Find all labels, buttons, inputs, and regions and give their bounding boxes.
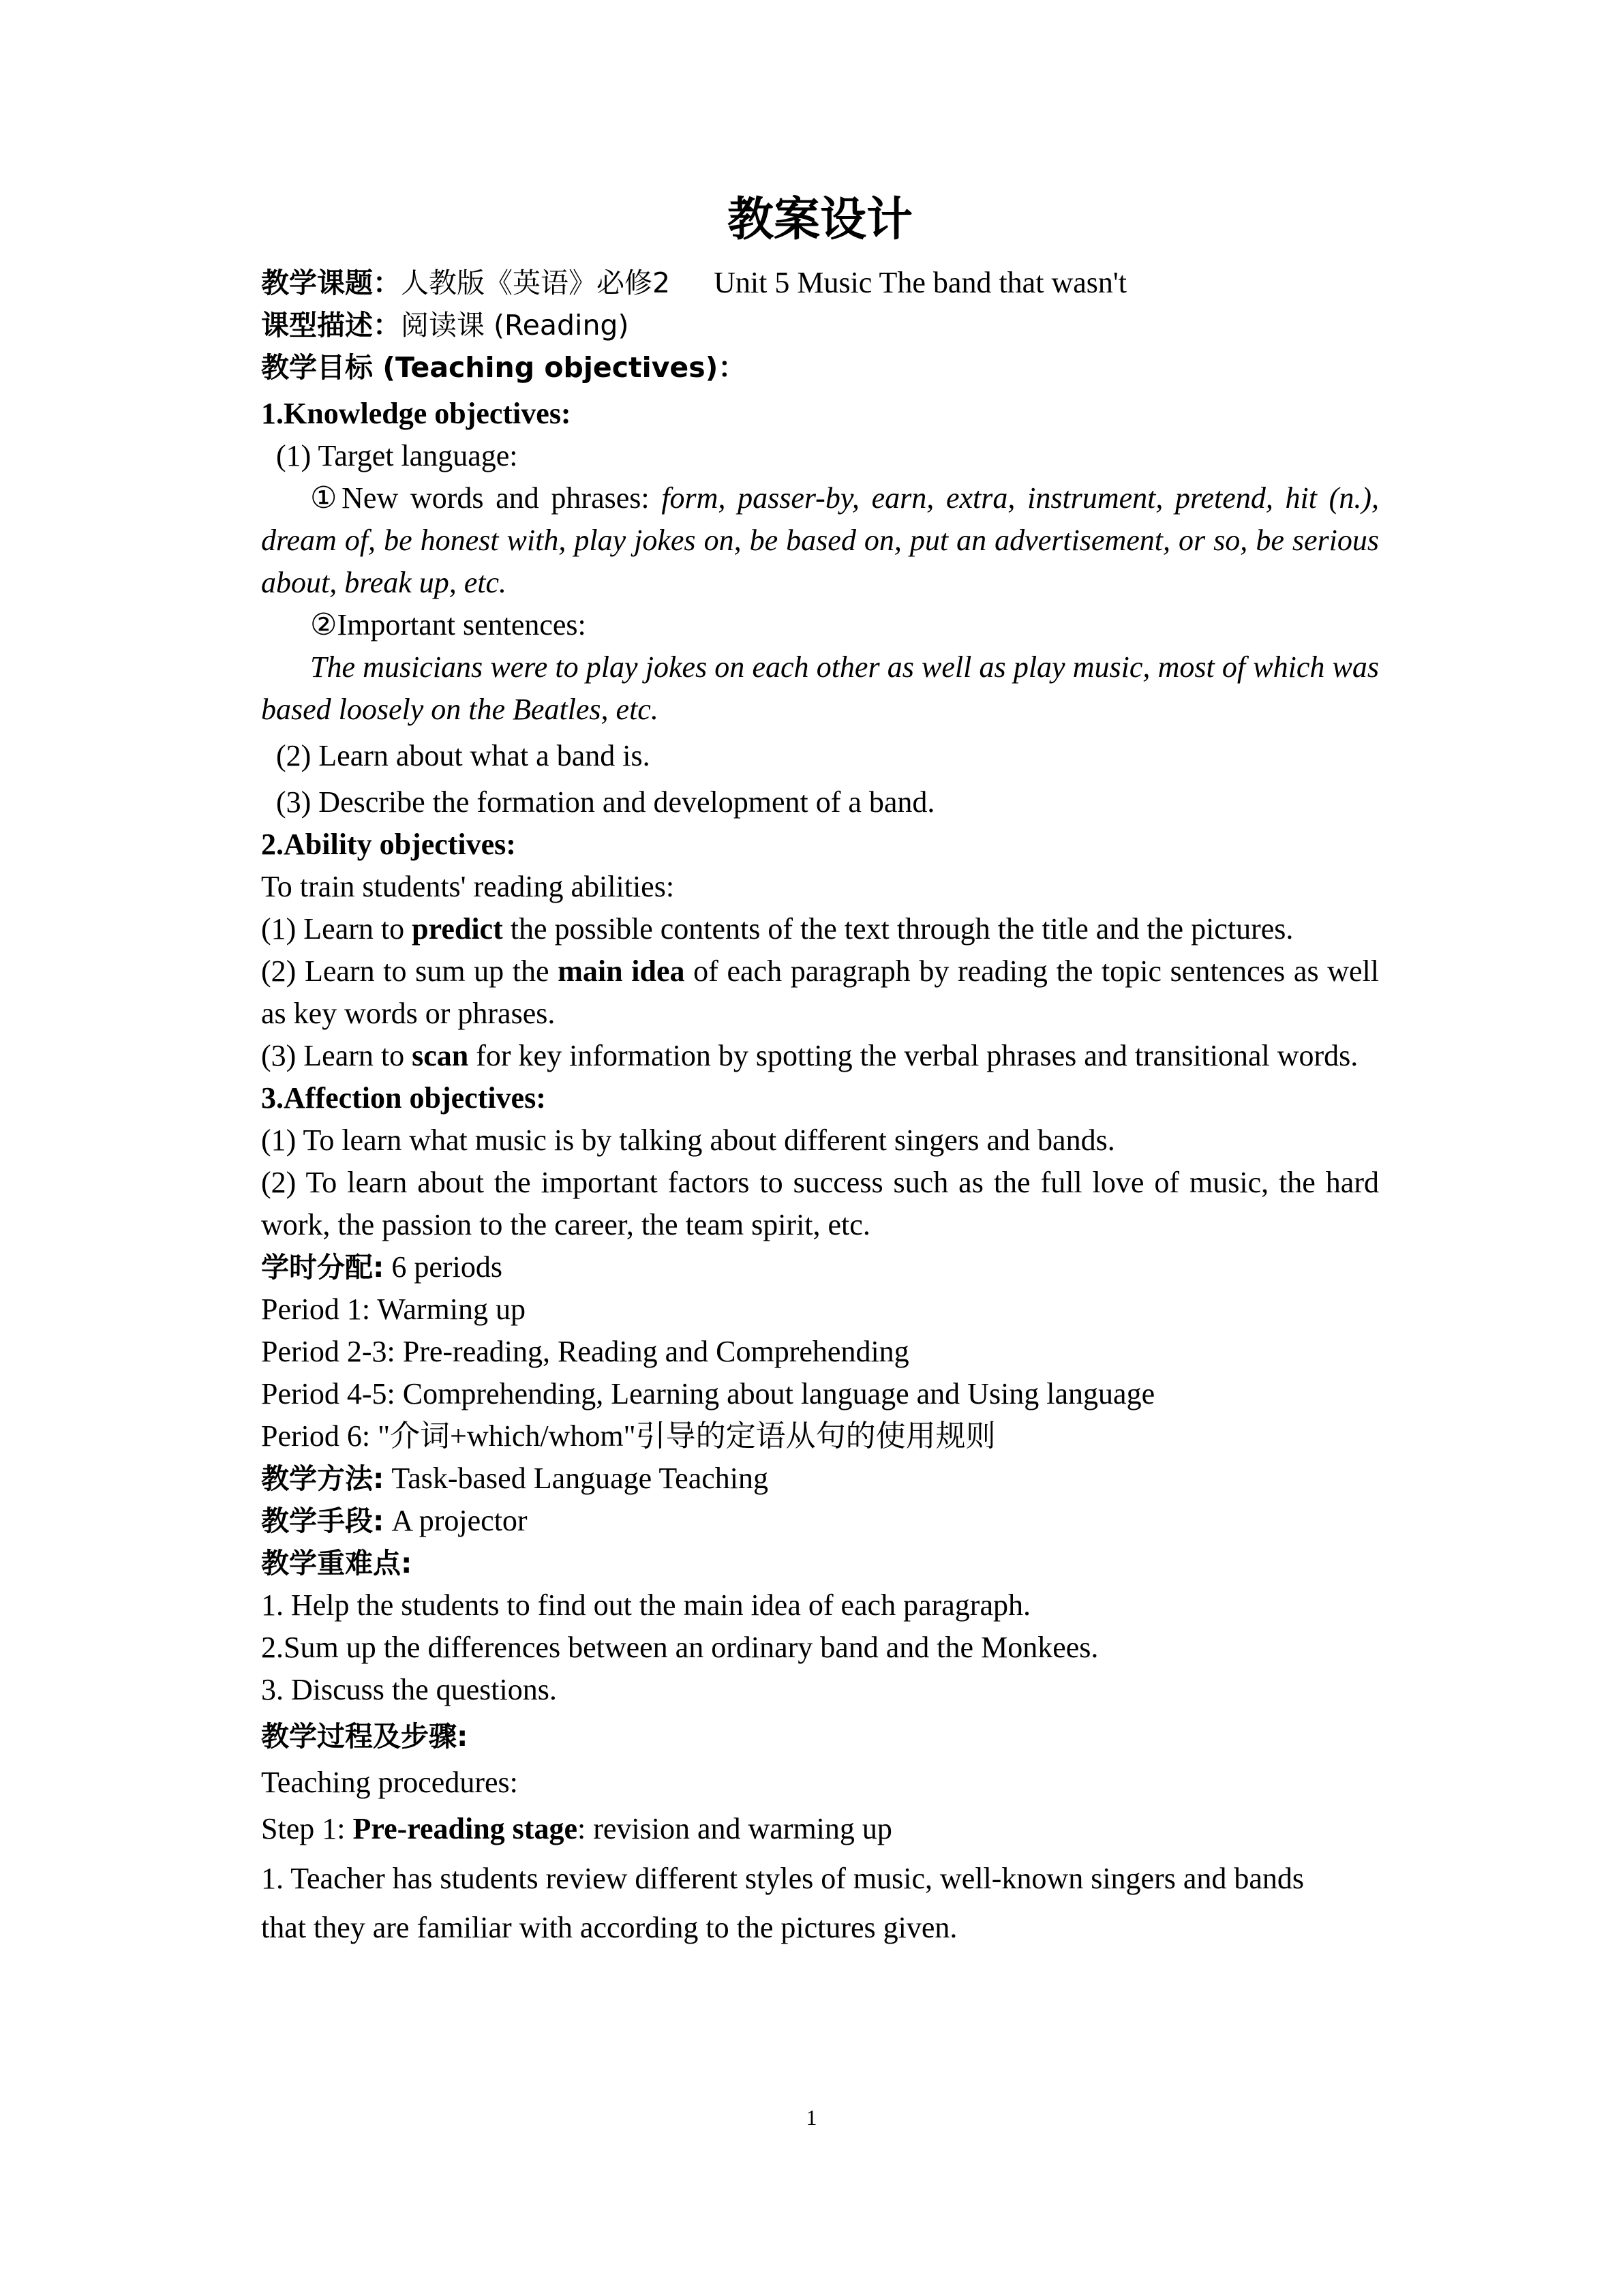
- ability-item-2-bold: main idea: [558, 954, 685, 988]
- ability-item-3: [261, 1035, 1379, 1077]
- process-label: 教学过程及步骤:: [261, 1720, 468, 1753]
- topic-value-cn: 人教版《英语》必修2: [401, 267, 671, 299]
- topic-value-en: Unit 5 Music The band that wasn't: [714, 266, 1127, 299]
- ability-item-1-pre: (1) Learn to: [261, 912, 412, 946]
- ability-item-1-bold: predict: [412, 912, 503, 946]
- key-points-label: 教学重难点:: [261, 1547, 412, 1580]
- ability-item-3-bold: scan: [412, 1039, 469, 1072]
- new-words-items: form, passer-by, earn, extra, instrument, pretend, hit (n.), dream of, be honest with, play jokes on, be based on, put an advertisement, or so, be serious about, break up, etc.: [261, 481, 1379, 599]
- teaching-procedures: Teaching procedures:: [261, 1766, 518, 1799]
- period-6: Period 6: "介词+which/whom"引导的定语从句的使用规则: [261, 1419, 996, 1453]
- affection-heading: 3.Affection objectives:: [261, 1081, 546, 1115]
- method-label: 教学方法:: [261, 1462, 384, 1495]
- ability-item-1: [261, 908, 1379, 950]
- method-line: [261, 1457, 1379, 1500]
- step-1: [261, 1808, 1379, 1850]
- sentences-label: ②Important sentences:: [310, 608, 586, 641]
- ability-item-1-post: the possible contents of the text through the title and the pictures.: [502, 912, 1294, 946]
- target-language: (1) Target language:: [276, 439, 518, 472]
- means-value: A projector: [384, 1504, 528, 1537]
- ability-heading: 2.Ability objectives:: [261, 828, 516, 861]
- new-words-label: ①New words and phrases:: [310, 481, 662, 515]
- course-type-label: 课型描述：: [261, 309, 401, 342]
- knowledge-item-2: (2) Learn about what a band is.: [276, 739, 650, 772]
- topic-line: [261, 262, 1379, 304]
- course-type-value: 阅读课 (Reading): [401, 309, 629, 342]
- hours-value: 6 periods: [384, 1250, 502, 1284]
- document-title: 教案设计: [727, 193, 913, 247]
- key-point-2: 2.Sum up the differences between an ordinary band and the Monkees.: [261, 1631, 1099, 1664]
- knowledge-heading: 1.Knowledge objectives:: [261, 397, 571, 430]
- page-number: 1: [806, 2105, 817, 2130]
- hours-line: [261, 1246, 1379, 1288]
- ability-intro: To train students' reading abilities:: [261, 870, 675, 903]
- knowledge-item-3: (3) Describe the formation and development of a band.: [276, 785, 935, 819]
- means-line: [261, 1500, 1379, 1542]
- sentences-text: The musicians were to play jokes on each other as well as play music, most of which was based loosely on the Beatles, etc.: [261, 650, 1379, 726]
- step-1-post: : revision and warming up: [577, 1812, 892, 1845]
- step-1-item-1: 1. Teacher has students review different styles of music, well-known singers and bands that they are familiar with according to the pictures given.: [261, 1862, 1305, 1944]
- key-point-3: 3. Discuss the questions.: [261, 1673, 557, 1706]
- objectives-heading: 教学目标 (Teaching objectives)：: [261, 351, 746, 384]
- step-1-bold: Pre-reading stage: [352, 1812, 577, 1845]
- period-2-3: Period 2-3: Pre-reading, Reading and Comprehending: [261, 1335, 909, 1368]
- new-words-paragraph: [261, 477, 1379, 604]
- affection-item-1: (1) To learn what music is by talking about different singers and bands.: [261, 1123, 1115, 1157]
- ability-item-3-post: for key information by spotting the verbal phrases and transitional words.: [468, 1039, 1359, 1072]
- affection-item-2: (2) To learn about the important factors to success such as the full love of music, the hard work, the passion to the career, the team spirit, etc.: [261, 1166, 1379, 1241]
- ability-item-2: [261, 950, 1379, 1035]
- period-1: Period 1: Warming up: [261, 1293, 526, 1326]
- key-point-1: 1. Help the students to find out the main idea of each paragraph.: [261, 1588, 1031, 1622]
- means-label: 教学手段:: [261, 1505, 384, 1537]
- topic-label: 教学课题：: [261, 267, 401, 299]
- hours-label: 学时分配:: [261, 1251, 384, 1284]
- step-1-pre: Step 1:: [261, 1812, 353, 1845]
- period-4-5: Period 4-5: Comprehending, Learning about language and Using language: [261, 1377, 1155, 1410]
- course-type-line: [261, 304, 1379, 346]
- ability-item-2-post: of each paragraph by reading the topic sentences as well as key words or phrases.: [261, 954, 1380, 1030]
- method-value: Task-based Language Teaching: [384, 1462, 768, 1495]
- ability-item-3-pre: (3) Learn to: [261, 1039, 412, 1072]
- ability-item-2-pre: (2) Learn to sum up the: [261, 954, 558, 988]
- document-page: [261, 183, 1379, 2228]
